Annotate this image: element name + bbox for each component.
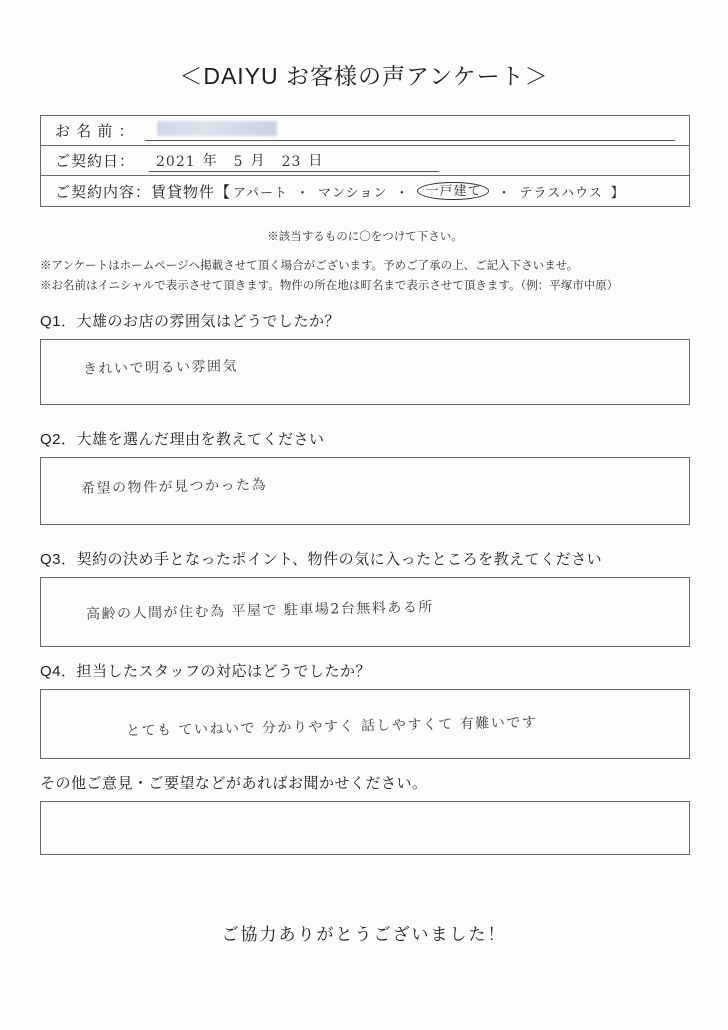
contract-content-row [41,176,689,206]
contract-content-label: ご契約内容：賃貸物件【 [55,183,232,201]
name-row [41,116,689,146]
question-1 [40,310,690,405]
name-field[interactable] [145,121,675,141]
option-detached-house[interactable]: 一戸建て [417,182,489,200]
note-line-2: ※お名前はイニシャルで表示させて頂きます。物件の所在地は町名まで表示させて頂きます。（例：平塚市中原） [40,280,619,293]
contract-date-field[interactable] [149,150,439,172]
contract-date-label: ご契約日： [55,153,136,170]
question-3-label: Q3．契約の決め手となったポイント、物件の気に入ったところを教えてください [40,551,603,568]
option-separator-2: ・ [395,184,410,200]
contract-close-bracket: 】 [610,184,625,200]
question-3-answer: 高齢の人間が住む為 平屋で 駐車場2台無料ある所 [85,599,434,623]
question-1-answer-box[interactable] [40,339,690,405]
page-title: ＜DAIYU お客様の声アンケート＞ [179,63,549,89]
contract-options [233,182,625,201]
header-form-box [40,115,690,207]
option-terrace-house[interactable]: テラスハウス [519,184,603,200]
option-note: ※該当するものに〇をつけて下さい。 [267,231,463,243]
option-apartment[interactable]: アパート [233,184,288,200]
question-4-answer-box[interactable] [40,689,690,759]
date-month-unit: 月 [250,151,265,168]
name-underline [145,140,675,141]
contract-date-row [41,146,689,176]
question-4 [40,660,690,759]
question-other-answer-box[interactable] [40,801,690,855]
notes-block [40,256,700,296]
option-separator-1: ・ [295,184,310,200]
question-2-label: Q2．大雄を選んだ理由を教えてください [40,431,325,448]
question-3-answer-box[interactable] [40,577,690,647]
question-2 [40,428,690,525]
name-label: お 名 前 ： [55,123,135,140]
option-mansion[interactable]: マンション [318,184,388,200]
question-2-answer-box[interactable] [40,457,690,525]
question-4-label: Q4．担当したスタッフの対応はどうでしたか？ [40,663,372,680]
note-line-1: ※アンケートはホームページへ掲載させて頂く場合がございます。予めご了承の上、ご記入下さいませ。 [40,260,579,272]
date-month-value: 5 [233,153,244,170]
redaction-mask [157,121,277,136]
question-other [40,772,690,855]
date-day-unit: 日 [308,151,323,168]
option-separator-3: ・ [497,184,512,200]
question-3 [40,548,690,647]
date-year-unit: 年 [202,151,217,168]
question-2-answer: 希望の物件が見つかった為 [80,477,268,497]
question-4-answer: とても ていねいで 分かりやすく 話しやすくて 有難いです [125,714,538,740]
date-year-value: 2021 [156,153,196,170]
question-other-label: その他ご意見・ご要望などがあればお聞かせください。 [40,775,428,792]
date-day-value: 23 [281,153,302,170]
footer-thanks: ご協力ありがとうございました！ [221,925,507,944]
question-1-label: Q1．大雄のお店の雰囲気はどうでしたか？ [40,313,341,330]
question-1-answer: きれいで明るい雰囲気 [82,358,239,378]
